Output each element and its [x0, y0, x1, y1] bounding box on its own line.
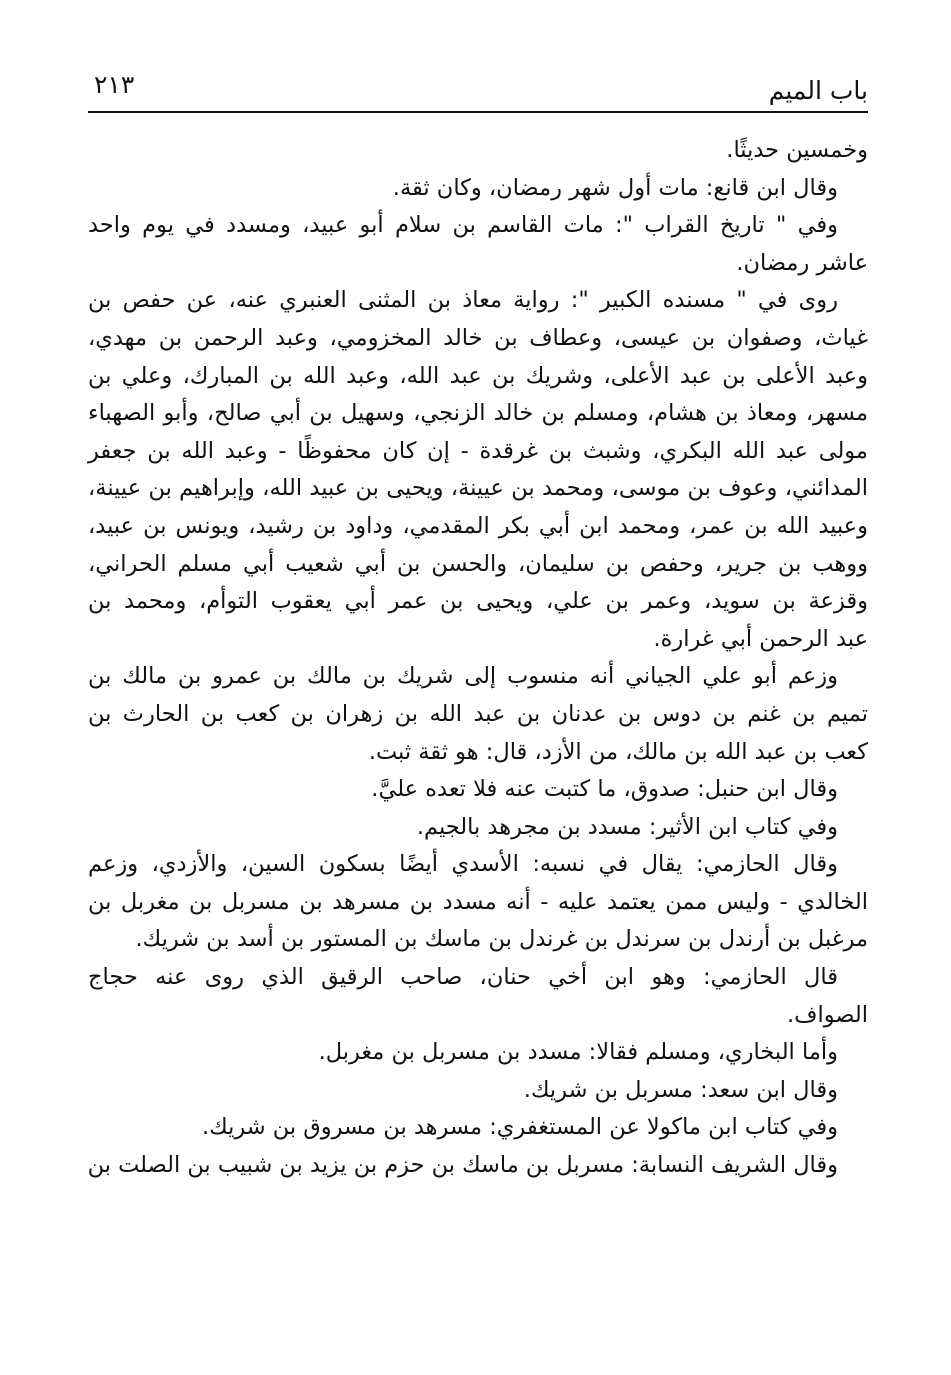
paragraph [88, 658, 868, 771]
text-line: عبد الرحمن أبي غرارة. [653, 625, 868, 652]
paragraph [88, 170, 868, 208]
paragraph [88, 846, 868, 959]
text-line: روى في " مسنده الكبير ": رواية معاذ بن المثنى العنبري عنه، عن حفص بن [88, 287, 838, 314]
text-line: وقال ابن حنبل: صدوق، ما كتبت عنه فلا تعده عليَّ. [371, 776, 838, 803]
text-line: وقال ابن قانع: مات أول شهر رمضان، وكان ثقة. [392, 174, 838, 201]
text-line: وفي " تاريخ القراب ": مات القاسم بن سلام أبو عبيد، ومسدد في يوم واحد [88, 212, 838, 239]
text-line: وعبد الأعلى بن عبد الأعلى، وشريك بن عبد الله، وعبد الله بن المبارك، وعلي بن [88, 362, 868, 389]
text-line: وزعم أبو علي الجياني أنه منسوب إلى شريك بن مالك بن عمرو بن مالك بن [88, 663, 838, 690]
paragraph [88, 1109, 868, 1147]
text-line: مولى عبد الله البكري، وشبث بن غرقدة - إن كان محفوظًا - وعبد الله بن جعفر [88, 437, 868, 464]
text-line: وأما البخاري، ومسلم فقالا: مسدد بن مسربل بن مغربل. [318, 1039, 838, 1066]
paragraph [88, 207, 868, 282]
running-header [88, 62, 868, 110]
text-line: وفي كتاب ابن الأثير: مسدد بن مجرهد بالجيم. [416, 813, 838, 840]
text-line: وعبيد الله بن عمر، ومحمد ابن أبي بكر المقدمي، وداود بن رشيد، ويونس بن عبيد، [88, 512, 868, 539]
text-line: وقال ابن سعد: مسربل بن شريك. [523, 1076, 838, 1103]
page-number: ٢١٣ [94, 70, 135, 99]
paragraph [88, 809, 868, 847]
text-line: مرغبل بن أرندل بن سرندل بن غرندل بن ماسك بن المستور بن أسد بن شريك. [135, 926, 868, 953]
paragraph [88, 1147, 868, 1185]
text-line: الخالدي - وليس ممن يعتمد عليه - أنه مسدد بن مسرهد بن مسربل بن مغربل بن [88, 888, 868, 915]
text-line: غياث، وصفوان بن عيسى، وعطاف بن خالد المخزومي، وعبد الرحمن بن مهدي، [88, 324, 868, 351]
text-line: ووهب بن جرير، وحفص بن سليمان، والحسن بن أبي شعيب أبي مسلم الحراني، [88, 550, 868, 577]
text-line: تميم بن غنم بن دوس بن عدنان بن عبد الله بن زهران بن كعب بن الحارث بن [88, 700, 868, 727]
text-line: وقزعة بن سويد، وعمر بن علي، ويحيى بن عمر أبي يعقوب التوأم، ومحمد بن [88, 588, 868, 615]
text-line: وفي كتاب ابن ماكولا عن المستغفري: مسرهد بن مسروق بن شريك. [201, 1114, 838, 1141]
paragraph [88, 959, 868, 1034]
paragraph [88, 1034, 868, 1072]
text-line: مسهر، ومعاذ بن هشام، ومسلم بن خالد الزنجي، وسهيل بن أبي صالح، وأبو الصهباء [88, 400, 868, 427]
text-line: قال الحازمي: وهو ابن أخي حنان، صاحب الرقيق الذي روى عنه حجاج [88, 964, 838, 991]
text-line: المدائني، وعوف بن موسى، ومحمد بن عيينة، ويحيى بن عبيد الله، وإبراهيم بن عيينة، [88, 475, 868, 502]
text-line: وقال الشريف النسابة: مسربل بن ماسك بن حزم بن يزيد بن شبيب بن الصلت بن [87, 1152, 838, 1179]
paragraph [88, 282, 868, 658]
text-line: كعب بن عبد الله بن مالك، من الأزد، قال: هو ثقة ثبت. [368, 738, 868, 765]
paragraph [88, 771, 868, 809]
text-line: وخمسين حديثًا. [726, 137, 868, 163]
chapter-title: باب الميم [768, 76, 868, 105]
paragraph [88, 1072, 868, 1110]
text-line: وقال الحازمي: يقال في نسبه: الأسدي أيضًا بسكون السين، والأزدي، وزعم [88, 851, 838, 878]
paragraph [88, 132, 868, 170]
text-line: الصواف. [787, 1001, 868, 1028]
body-text [88, 132, 868, 1185]
header-divider [88, 111, 868, 113]
text-line: عاشر رمضان. [736, 249, 868, 276]
